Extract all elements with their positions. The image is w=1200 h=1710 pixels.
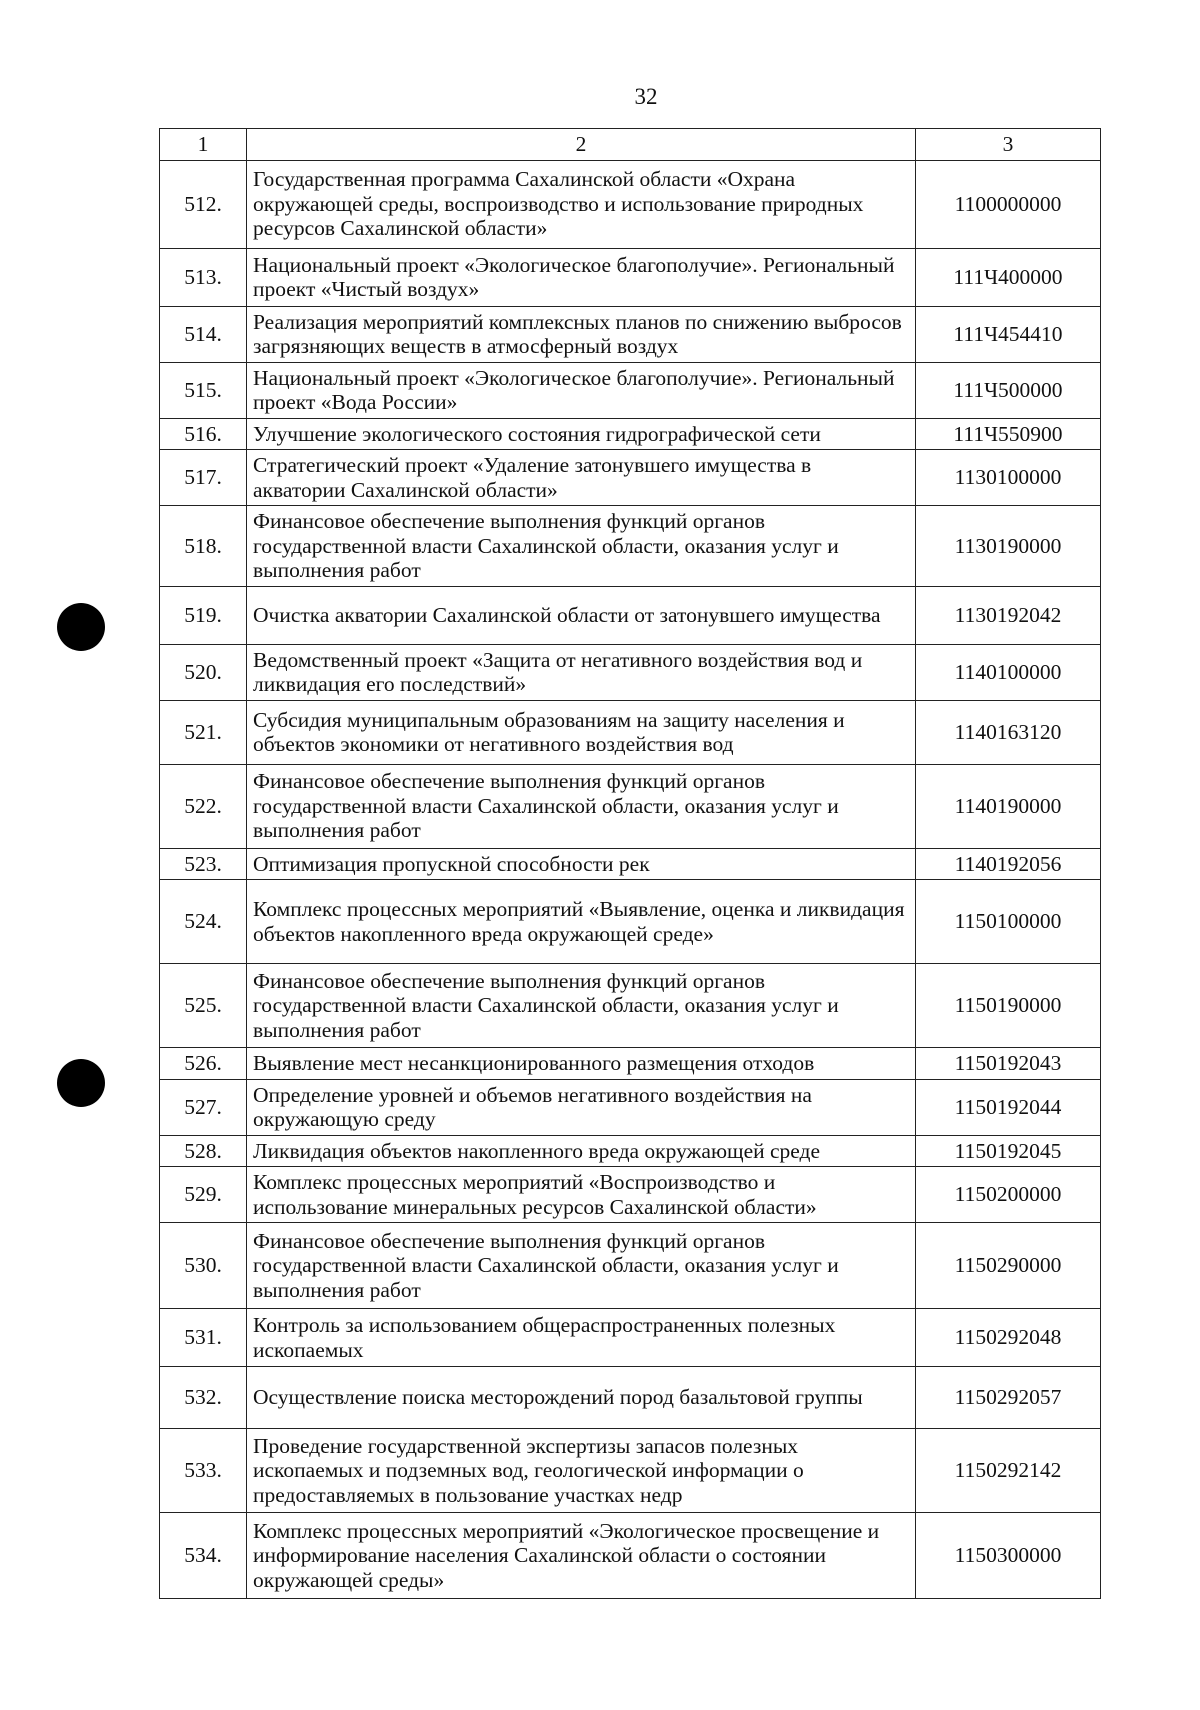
row-code: 111Ч400000	[916, 248, 1101, 306]
row-code: 1140163120	[916, 700, 1101, 764]
row-name: Реализация мероприятий комплексных планов по снижению выбросов загрязняющих веществ в атмосферный воздух	[247, 306, 916, 362]
table-row	[160, 418, 1101, 450]
table-row	[160, 1048, 1101, 1080]
row-code: 1150190000	[916, 964, 1101, 1048]
row-name: Осуществление поиска месторождений пород базальтовой группы	[247, 1367, 916, 1429]
table-row	[160, 506, 1101, 587]
table-row	[160, 362, 1101, 418]
budget-classification-table	[159, 128, 1101, 1599]
row-code: 1140192056	[916, 848, 1101, 880]
row-code: 1100000000	[916, 160, 1101, 248]
table-row	[160, 306, 1101, 362]
row-name: Государственная программа Сахалинской области «Охрана окружающей среды, воспроизводство и использование природных ресурсов Сахалинской области»	[247, 160, 916, 248]
row-number: 514.	[160, 306, 247, 362]
row-name: Оптимизация пропускной способности рек	[247, 848, 916, 880]
row-number: 517.	[160, 450, 247, 506]
row-number: 518.	[160, 506, 247, 587]
row-name: Комплекс процессных мероприятий «Экологическое просвещение и информирование населения Сахалинской области о состоянии окружающей среды»	[247, 1513, 916, 1599]
row-name: Очистка акватории Сахалинской области от затонувшего имущества	[247, 586, 916, 644]
row-number: 533.	[160, 1429, 247, 1513]
row-number: 519.	[160, 586, 247, 644]
table-row	[160, 248, 1101, 306]
table-row	[160, 644, 1101, 700]
row-number: 526.	[160, 1048, 247, 1080]
table-row	[160, 1309, 1101, 1367]
table-row	[160, 848, 1101, 880]
row-code: 1150192044	[916, 1079, 1101, 1135]
row-name: Национальный проект «Экологическое благополучие». Региональный проект «Вода России»	[247, 362, 916, 418]
row-code: 1140100000	[916, 644, 1101, 700]
row-code: 1130190000	[916, 506, 1101, 587]
row-name: Финансовое обеспечение выполнения функций органов государственной власти Сахалинской области, оказания услуг и выполнения работ	[247, 964, 916, 1048]
row-code: 1150192043	[916, 1048, 1101, 1080]
row-number: 524.	[160, 880, 247, 964]
table-row	[160, 1079, 1101, 1135]
row-number: 530.	[160, 1223, 247, 1309]
table-row	[160, 1167, 1101, 1223]
row-name: Контроль за использованием общераспространенных полезных ископаемых	[247, 1309, 916, 1367]
row-code: 1150292057	[916, 1367, 1101, 1429]
row-code: 1150292142	[916, 1429, 1101, 1513]
row-name: Финансовое обеспечение выполнения функций органов государственной власти Сахалинской области, оказания услуг и выполнения работ	[247, 506, 916, 587]
column-header: 1	[160, 129, 247, 161]
row-name: Финансовое обеспечение выполнения функций органов государственной власти Сахалинской области, оказания услуг и выполнения работ	[247, 764, 916, 848]
row-name: Выявление мест несанкционированного размещения отходов	[247, 1048, 916, 1080]
row-number: 525.	[160, 964, 247, 1048]
row-number: 513.	[160, 248, 247, 306]
row-number: 532.	[160, 1367, 247, 1429]
row-code: 1150290000	[916, 1223, 1101, 1309]
column-header: 3	[916, 129, 1101, 161]
row-number: 534.	[160, 1513, 247, 1599]
table-row	[160, 160, 1101, 248]
row-number: 527.	[160, 1079, 247, 1135]
table-row	[160, 764, 1101, 848]
row-code: 1130100000	[916, 450, 1101, 506]
row-number: 515.	[160, 362, 247, 418]
row-number: 523.	[160, 848, 247, 880]
row-code: 111Ч550900	[916, 418, 1101, 450]
row-number: 531.	[160, 1309, 247, 1367]
row-number: 522.	[160, 764, 247, 848]
row-name: Стратегический проект «Удаление затонувшего имущества в акватории Сахалинской области»	[247, 450, 916, 506]
header-row	[160, 129, 1101, 161]
row-number: 516.	[160, 418, 247, 450]
row-code: 1150200000	[916, 1167, 1101, 1223]
row-code: 1150292048	[916, 1309, 1101, 1367]
row-code: 1150100000	[916, 880, 1101, 964]
table-row	[160, 1223, 1101, 1309]
table-row	[160, 1429, 1101, 1513]
row-code: 1150300000	[916, 1513, 1101, 1599]
row-name: Ликвидация объектов накопленного вреда окружающей среде	[247, 1135, 916, 1167]
row-name: Ведомственный проект «Защита от негативного воздействия вод и ликвидация его последствий»	[247, 644, 916, 700]
row-number: 528.	[160, 1135, 247, 1167]
row-name: Проведение государственной экспертизы запасов полезных ископаемых и подземных вод, геологической информации о предоставляемых в пользование участках недр	[247, 1429, 916, 1513]
row-name: Определение уровней и объемов негативного воздействия на окружающую среду	[247, 1079, 916, 1135]
row-code: 1150192045	[916, 1135, 1101, 1167]
row-number: 521.	[160, 700, 247, 764]
row-name: Комплекс процессных мероприятий «Выявление, оценка и ликвидация объектов накопленного вреда окружающей среде»	[247, 880, 916, 964]
binder-hole-mark	[57, 1059, 105, 1107]
row-name: Улучшение экологического состояния гидрографической сети	[247, 418, 916, 450]
binder-hole-mark	[57, 603, 105, 651]
table-row	[160, 1367, 1101, 1429]
table-row	[160, 586, 1101, 644]
row-name: Комплекс процессных мероприятий «Воспроизводство и использование минеральных ресурсов Сахалинской области»	[247, 1167, 916, 1223]
row-name: Финансовое обеспечение выполнения функций органов государственной власти Сахалинской области, оказания услуг и выполнения работ	[247, 1223, 916, 1309]
row-number: 512.	[160, 160, 247, 248]
table-row	[160, 1135, 1101, 1167]
row-number: 529.	[160, 1167, 247, 1223]
table-row	[160, 880, 1101, 964]
table-row	[160, 450, 1101, 506]
row-code: 111Ч500000	[916, 362, 1101, 418]
row-number: 520.	[160, 644, 247, 700]
row-code: 1130192042	[916, 586, 1101, 644]
table-row	[160, 1513, 1101, 1599]
column-header: 2	[247, 129, 916, 161]
row-code: 1140190000	[916, 764, 1101, 848]
table-row	[160, 700, 1101, 764]
row-name: Национальный проект «Экологическое благополучие». Региональный проект «Чистый воздух»	[247, 248, 916, 306]
page-number: 32	[634, 84, 658, 109]
row-code: 111Ч454410	[916, 306, 1101, 362]
table-row	[160, 964, 1101, 1048]
row-name: Субсидия муниципальным образованиям на защиту населения и объектов экономики от негативного воздействия вод	[247, 700, 916, 764]
